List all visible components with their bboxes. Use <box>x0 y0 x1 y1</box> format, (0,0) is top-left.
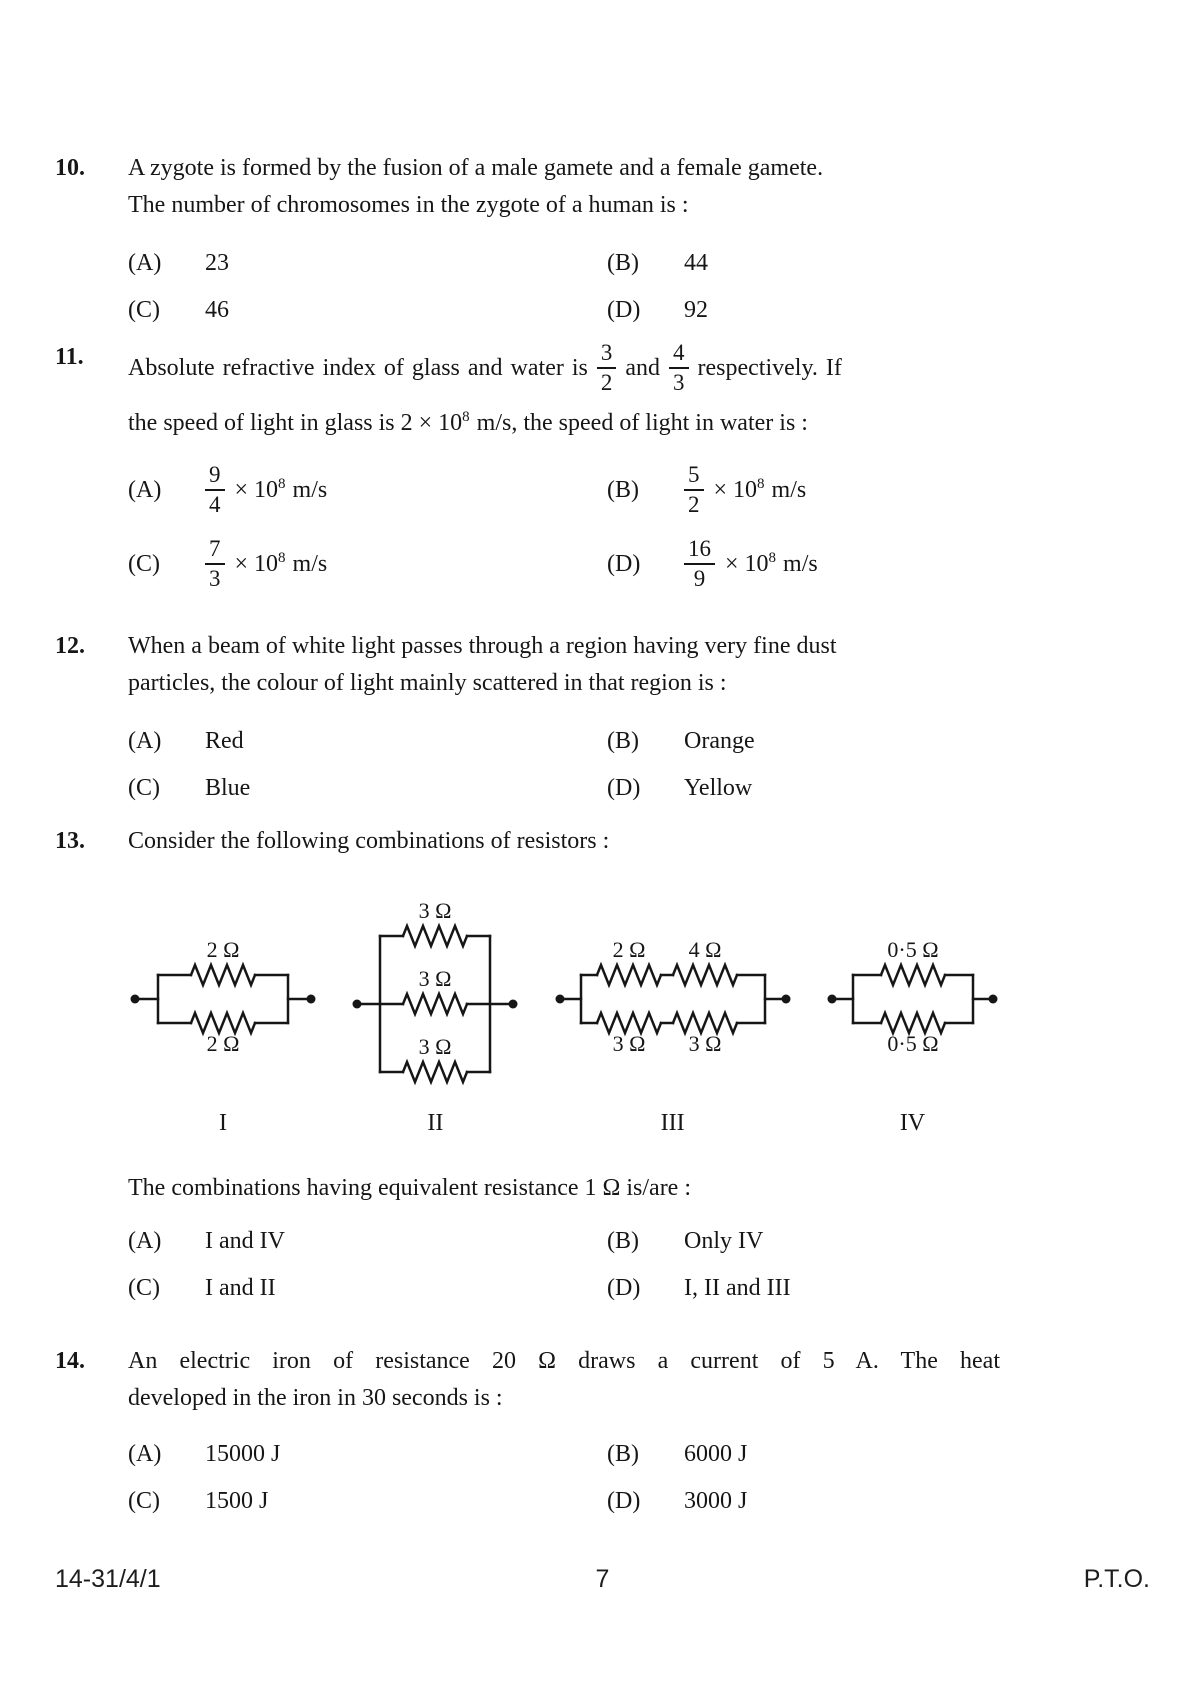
option-c-text: 1500 J <box>205 1488 269 1514</box>
question-12-options <box>128 726 1000 803</box>
circuit-figure-2 <box>350 900 520 1137</box>
option-d-multiplier <box>725 549 818 579</box>
option-a <box>128 1439 607 1469</box>
question-13 <box>55 823 1130 1303</box>
resistor-value-label: 2 Ω <box>206 1031 240 1056</box>
fraction-numerator: 5 <box>684 462 704 491</box>
question-11-body <box>128 339 1000 592</box>
fraction-4-3 <box>669 340 689 396</box>
option-b-text: 44 <box>684 250 708 276</box>
option-d <box>607 295 1000 325</box>
option-a <box>128 462 607 518</box>
option-a <box>128 1226 607 1256</box>
circuit-3-caption: III <box>660 1110 685 1136</box>
option-d <box>607 1486 1000 1516</box>
option-a-label: (A) <box>128 1228 162 1254</box>
question-14-body <box>128 1343 1000 1516</box>
option-c <box>128 1486 607 1516</box>
question-10-text-line-2: The number of chromosomes in the zygote of a human is : <box>128 192 689 218</box>
resistor-zigzag <box>597 965 661 985</box>
circuit-2-svg <box>350 900 520 1096</box>
option-a-label: (A) <box>128 477 162 503</box>
question-11-text-line-2 <box>128 405 1000 442</box>
option-b-label: (B) <box>607 1228 639 1254</box>
question-13-followup: The combinations having equivalent resistance 1 Ω is/are : <box>128 1175 692 1201</box>
circuit-4-diagram <box>825 900 1000 1096</box>
option-c-multiplier <box>235 549 328 579</box>
question-13-stem: Consider the following combinations of resistors : <box>128 828 610 854</box>
circuit-1-caption: I <box>219 1110 227 1136</box>
times-ten: × 10 <box>234 477 279 503</box>
option-a <box>128 726 607 756</box>
resistor-value-label: 2 Ω <box>612 939 646 962</box>
option-a-label: (A) <box>128 1441 162 1467</box>
option-d-text: 92 <box>684 297 708 323</box>
fraction-denominator: 3 <box>673 370 685 395</box>
fraction-denominator: 4 <box>209 492 221 517</box>
option-b-text: Orange <box>684 728 755 754</box>
option-c-text: I and II <box>205 1275 276 1301</box>
exponent: 8 <box>278 476 286 492</box>
option-b <box>607 726 1000 756</box>
option-d-text: 3000 J <box>684 1488 748 1514</box>
option-d-label: (D) <box>607 551 641 577</box>
question-10 <box>55 150 1130 325</box>
fraction-3-2 <box>597 340 617 396</box>
q11-line1-post: respectively. If <box>697 354 842 381</box>
fraction-numerator: 7 <box>205 536 225 565</box>
option-b <box>607 248 1000 278</box>
option-b-text: Only IV <box>684 1228 764 1254</box>
fraction-numerator: 16 <box>684 536 715 565</box>
resistor-zigzag <box>403 926 467 946</box>
pto-label: P.T.O. <box>1083 1565 1150 1593</box>
option-b-label: (B) <box>607 1441 639 1467</box>
option-d <box>607 1273 1000 1303</box>
circuit-4-svg <box>825 939 1000 1057</box>
question-11-options <box>128 462 1000 592</box>
option-d-text: Yellow <box>684 775 753 801</box>
option-c-label: (C) <box>128 297 160 323</box>
question-10-number: 10. <box>55 155 85 181</box>
question-10-options <box>128 248 1000 325</box>
option-c <box>128 773 607 803</box>
resistor-zigzag <box>403 1062 467 1082</box>
circuit-4-caption: IV <box>899 1110 926 1136</box>
question-14-text-line-1: An electric iron of resistance 20 Ω draws a current of 5 A. The heat <box>128 1348 1000 1374</box>
option-a <box>128 248 607 278</box>
resistor-zigzag <box>403 994 467 1014</box>
option-b-label: (B) <box>607 477 639 503</box>
option-c-text: 46 <box>205 297 229 323</box>
resistor-zigzag <box>191 1013 255 1033</box>
option-d-label: (D) <box>607 775 641 801</box>
question-11-text-line-1 <box>128 339 1000 397</box>
page-footer <box>55 1565 1150 1594</box>
resistor-value-label: 3 Ω <box>418 966 452 991</box>
option-d-text: I, II and III <box>684 1275 791 1301</box>
terminal-dot <box>509 1000 518 1009</box>
question-12 <box>55 628 1130 803</box>
terminal-dot <box>781 995 790 1004</box>
fraction-numerator: 3 <box>597 340 617 369</box>
option-b-multiplier <box>714 475 807 505</box>
q11-line2-post: m/s, the speed of light in water is : <box>476 410 808 436</box>
question-14-number: 14. <box>55 1348 85 1374</box>
option-a-text: Red <box>205 728 244 754</box>
option-b-label: (B) <box>607 250 639 276</box>
question-14 <box>55 1343 1130 1516</box>
option-d <box>607 773 1000 803</box>
circuit-3-svg <box>553 939 793 1057</box>
option-c <box>128 536 607 592</box>
option-d-label: (D) <box>607 297 641 323</box>
q11-line2-pre: the speed of light in glass is 2 × 10 <box>128 410 463 436</box>
circuit-1-diagram <box>128 900 318 1096</box>
times-ten: × 10 <box>713 477 758 503</box>
resistor-circuits-figure <box>128 900 1000 1137</box>
question-13-number: 13. <box>55 828 85 854</box>
resistor-value-label: 3 Ω <box>418 900 452 923</box>
resistor-zigzag <box>881 965 945 985</box>
question-14-options <box>128 1439 1000 1516</box>
option-a-fraction <box>205 462 225 518</box>
option-b-text: 6000 J <box>684 1441 748 1467</box>
resistor-zigzag <box>597 1013 661 1033</box>
option-c-label: (C) <box>128 1488 160 1514</box>
fraction-denominator: 2 <box>688 492 700 517</box>
circuit-2-diagram <box>350 900 520 1096</box>
option-b <box>607 1226 1000 1256</box>
resistor-zigzag <box>191 965 255 985</box>
option-c-label: (C) <box>128 1275 160 1301</box>
option-a-text: I and IV <box>205 1228 285 1254</box>
question-14-text-line-2: developed in the iron in 30 seconds is : <box>128 1385 503 1411</box>
option-a-text: 15000 J <box>205 1441 281 1467</box>
option-b <box>607 1439 1000 1469</box>
option-c <box>128 295 607 325</box>
circuit-figure-3 <box>553 900 793 1137</box>
question-10-body <box>128 150 1000 325</box>
option-b-label: (B) <box>607 728 639 754</box>
resistor-zigzag <box>673 1013 737 1033</box>
option-c-label: (C) <box>128 551 160 577</box>
fraction-numerator: 4 <box>669 340 689 369</box>
question-11-number: 11. <box>55 344 84 370</box>
circuit-1-svg <box>128 939 318 1057</box>
resistor-value-label: 3 Ω <box>688 1031 722 1056</box>
terminal-dot <box>988 995 997 1004</box>
page-number: 7 <box>595 1565 610 1593</box>
option-d-fraction <box>684 536 715 592</box>
option-c-label: (C) <box>128 775 160 801</box>
resistor-value-label: 3 Ω <box>418 1034 452 1059</box>
times-ten: × 10 <box>234 551 279 577</box>
resistor-value-label: 2 Ω <box>206 939 240 962</box>
q11-line1-pre: Absolute refractive index of glass and water is <box>128 354 588 381</box>
circuit-figure-1 <box>128 900 318 1137</box>
resistor-value-label: 0·5 Ω <box>887 939 939 962</box>
option-a-multiplier <box>235 475 328 505</box>
terminal-dot <box>307 995 316 1004</box>
option-c-fraction <box>205 536 225 592</box>
option-c-text: Blue <box>205 775 251 801</box>
question-10-text-line-1: A zygote is formed by the fusion of a male gamete and a female gamete. <box>128 155 824 181</box>
paper-code: 14-31/4/1 <box>55 1565 161 1593</box>
question-11 <box>55 339 1130 592</box>
resistor-zigzag <box>881 1013 945 1033</box>
fraction-denominator: 9 <box>693 566 706 591</box>
exponent: 8 <box>768 550 777 566</box>
question-12-text-line-2: particles, the colour of light mainly scattered in that region is : <box>128 670 727 696</box>
circuit-2-caption: II <box>427 1110 444 1136</box>
fraction-denominator: 2 <box>600 370 613 395</box>
circuit-figure-4 <box>825 900 1000 1137</box>
fraction-denominator: 3 <box>209 566 221 591</box>
q11-line1-mid: and <box>625 354 661 381</box>
resistor-value-label: 4 Ω <box>688 939 722 962</box>
option-c <box>128 1273 607 1303</box>
exponent: 8 <box>757 476 765 492</box>
resistor-value-label: 3 Ω <box>612 1031 646 1056</box>
question-13-options <box>128 1226 1000 1303</box>
question-12-body <box>128 628 1000 803</box>
option-d-label: (D) <box>607 1488 641 1514</box>
option-a-label: (A) <box>128 250 162 276</box>
unit: m/s <box>292 477 328 503</box>
unit: m/s <box>771 477 807 503</box>
option-d-label: (D) <box>607 1275 641 1301</box>
unit: m/s <box>783 551 818 577</box>
exponent: 8 <box>278 550 286 566</box>
resistor-value-label: 0·5 Ω <box>887 1031 939 1056</box>
option-b-fraction <box>684 462 704 518</box>
option-d <box>607 536 1000 592</box>
fraction-numerator: 9 <box>205 462 225 491</box>
option-b <box>607 462 1000 518</box>
times-ten: × 10 <box>725 551 769 577</box>
circuit-3-diagram <box>553 900 793 1096</box>
question-12-number: 12. <box>55 633 85 659</box>
question-12-text-line-1: When a beam of white light passes through a region having very fine dust <box>128 633 837 659</box>
unit: m/s <box>292 551 328 577</box>
option-a-label: (A) <box>128 728 162 754</box>
q11-exponent: 8 <box>462 409 470 425</box>
option-a-text: 23 <box>205 250 229 276</box>
resistor-zigzag <box>673 965 737 985</box>
question-13-body <box>128 823 1000 1303</box>
